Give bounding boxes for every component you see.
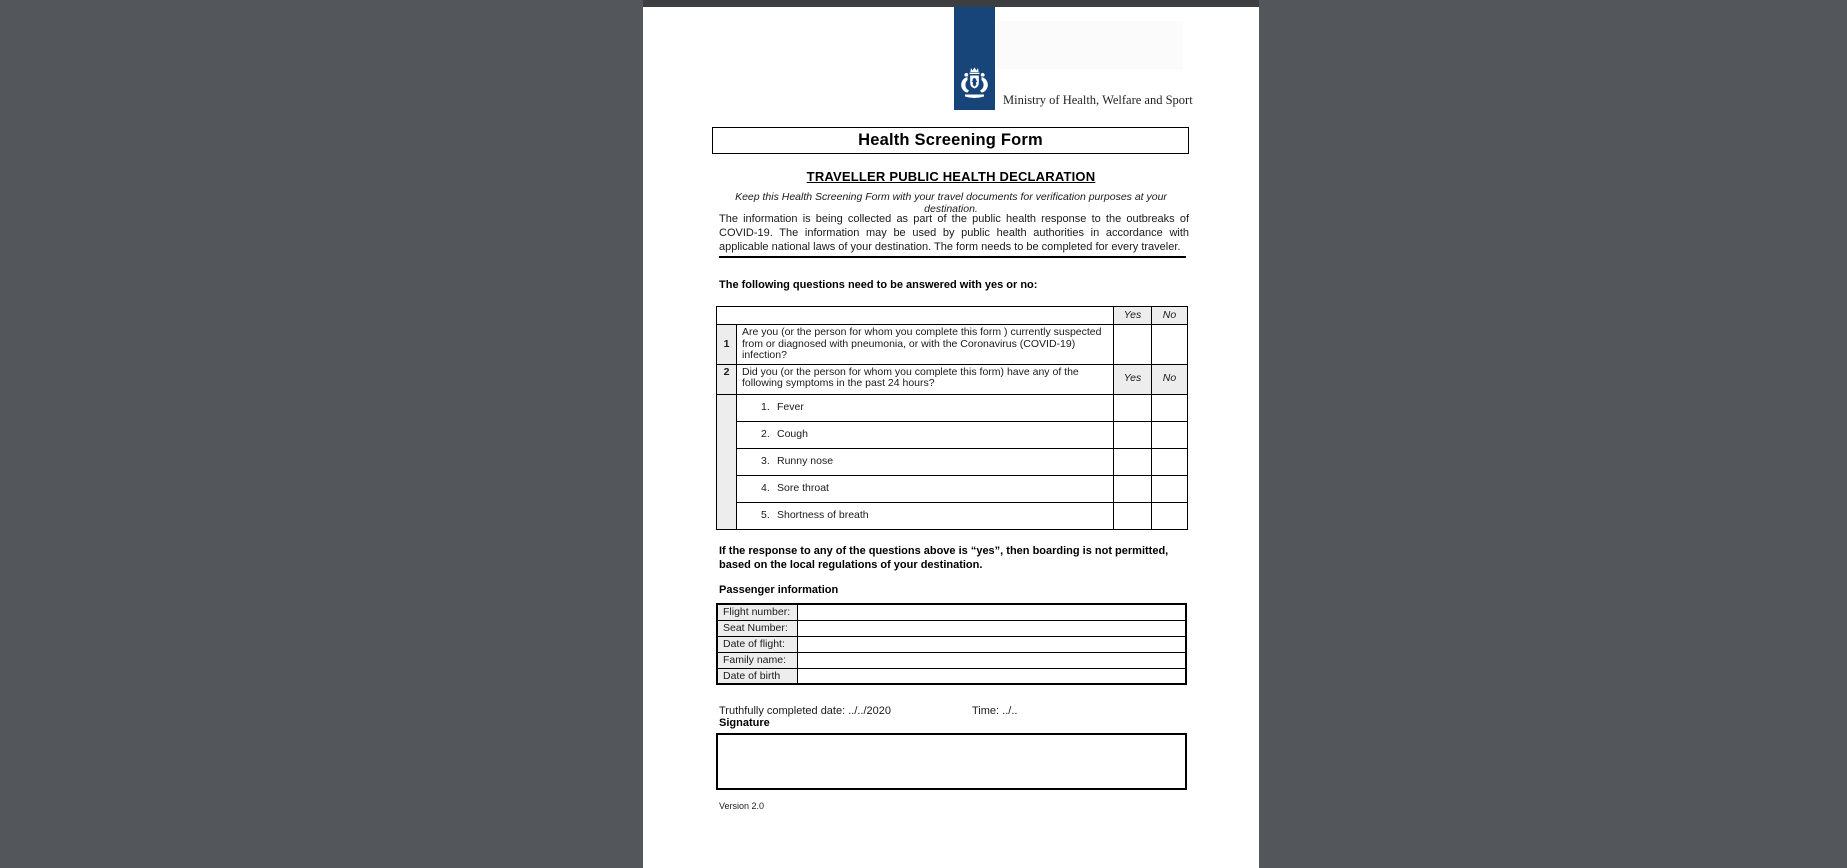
field-label: Flight number: [717,604,797,620]
dutch-coat-of-arms-icon [957,64,992,104]
signature-label: Signature [719,717,770,729]
symptom-row [717,502,1188,529]
question-text: Are you (or the person for whom you complete this form ) currently suspected from or diagnosed with pneumonia, or with the Coronavirus (COVID-19) infection? [737,325,1114,365]
symptom-yes-cell [1114,421,1152,448]
field-label: Seat Number: [717,620,797,636]
form-title-box [712,127,1189,154]
symptom-no-cell [1152,421,1188,448]
passenger-info-table [716,603,1187,685]
symptom-yes-cell [1114,394,1152,421]
symptom-row [717,448,1188,475]
q2-yes-header: Yes [1114,364,1152,394]
field-label: Family name: [717,652,797,668]
symptom-text [737,475,1114,502]
field-value [797,604,1186,620]
form-title: Health Screening Form [858,131,1043,149]
q1-no-cell [1152,325,1188,365]
symptom-number: 1. [761,400,770,413]
field-value [797,668,1186,684]
symptom-number: 3. [761,454,770,467]
declaration-subheading: Keep this Health Screening Form with your travel documents for verification purposes at your destination. [735,191,1167,215]
passenger-row [717,652,1186,668]
symptom-text [737,421,1114,448]
symptom-yes-cell [1114,475,1152,502]
symptom-number: 4. [761,481,770,494]
q2-no-header: No [1152,364,1188,394]
symptom-no-cell [1152,475,1188,502]
header-spacer-cell [717,307,1114,325]
symptom-row [717,394,1188,421]
yes-column-header: Yes [1114,307,1152,325]
horizontal-divider [719,256,1186,258]
passenger-row [717,668,1186,684]
symptom-label: Shortness of breath [777,508,869,521]
passenger-row [717,636,1186,652]
symptom-gutter [717,394,737,529]
symptom-number: 2. [761,427,770,440]
question-number: 2 [717,364,737,394]
symptom-text [737,448,1114,475]
field-value [797,652,1186,668]
q1-yes-cell [1114,325,1152,365]
question-row-2 [717,364,1188,394]
no-column-header: No [1152,307,1188,325]
symptom-no-cell [1152,502,1188,529]
time-line: Time: ../.. [972,705,1018,717]
signature-box [716,733,1187,790]
symptom-label: Cough [777,427,808,440]
document-page [643,0,1259,868]
field-value [797,620,1186,636]
symptom-label: Sore throat [777,481,829,494]
symptom-label: Runny nose [777,454,834,467]
symptom-yes-cell [1114,448,1152,475]
symptom-row [717,421,1188,448]
field-label: Date of flight: [717,636,797,652]
boarding-note: If the response to any of the questions above is “yes”, then boarding is not permitted, based on the local regulations of your destination. [719,545,1169,571]
passenger-info-title: Passenger information [719,584,839,596]
declaration-heading: TRAVELLER PUBLIC HEALTH DECLARATION [806,169,1096,184]
passenger-row [717,604,1186,620]
logo-background [997,21,1183,69]
symptom-label: Fever [777,400,804,413]
question-row-1 [717,325,1188,365]
government-logo-banner [954,7,995,110]
symptom-no-cell [1152,394,1188,421]
questions-intro: The following questions need to be answered with yes or no: [719,279,1038,291]
intro-paragraph: The information is being collected as part of the public health response to the outbreaks of COVID-19. The information may be used by public health authorities in accordance with applicable national laws of your destination. The form needs to be completed for every traveler. [719,213,1189,253]
passenger-row [717,620,1186,636]
symptom-text [737,394,1114,421]
field-value [797,636,1186,652]
field-label: Date of birth [717,668,797,684]
symptom-no-cell [1152,448,1188,475]
questions-table [716,306,1188,530]
table-header-row [717,307,1188,325]
page-top-shadow [643,0,1259,7]
symptom-text [737,502,1114,529]
symptom-yes-cell [1114,502,1152,529]
completed-date-line: Truthfully completed date: ../../2020 [719,705,892,717]
ministry-wordmark: Ministry of Health, Welfare and Sport [1003,93,1193,107]
question-text: Did you (or the person for whom you complete this form) have any of the following symptoms in the past 24 hours? [737,364,1114,394]
symptom-number: 5. [761,508,770,521]
question-number: 1 [717,325,737,365]
version-label: Version 2.0 [719,801,765,811]
symptom-row [717,475,1188,502]
